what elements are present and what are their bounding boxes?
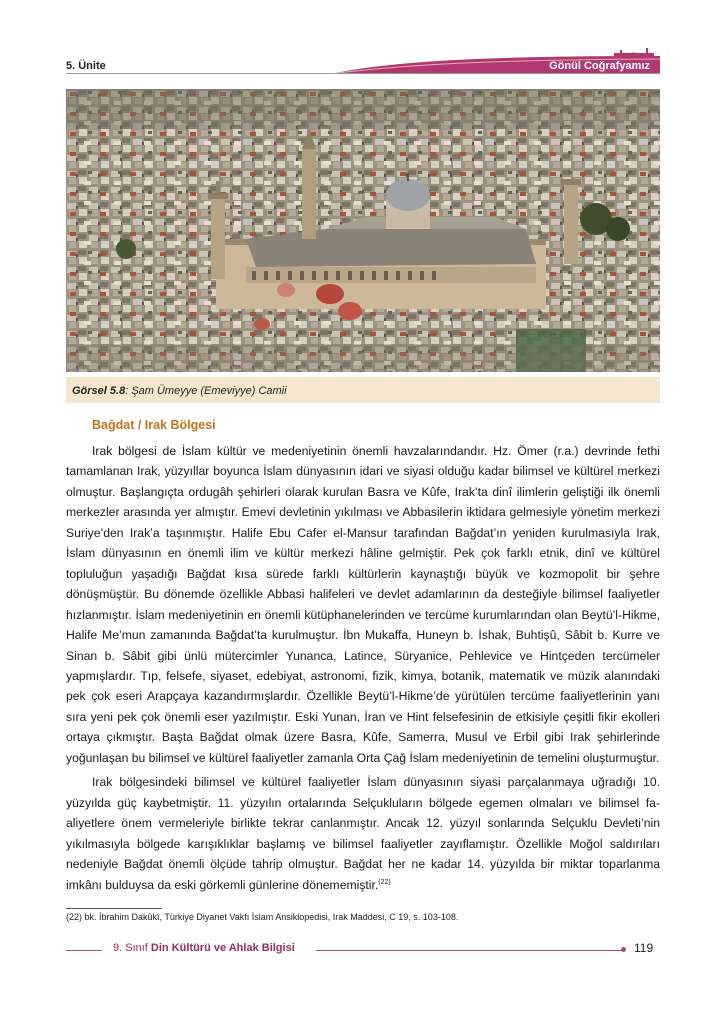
footer-grade: 9. Sınıf bbox=[113, 942, 151, 954]
footer-course-name: Din Kültürü ve Ahlak Bilgisi bbox=[150, 942, 295, 954]
figure-caption bbox=[72, 385, 287, 397]
page-number: 119 bbox=[634, 941, 654, 955]
caption-text: : Şam Ümeyye (Emeviyye) Camii bbox=[125, 385, 287, 397]
caption-label: Görsel 5.8 bbox=[72, 385, 126, 397]
footnote-divider bbox=[66, 908, 162, 909]
paragraph-2 bbox=[66, 772, 660, 895]
footer-rule-left bbox=[66, 950, 102, 951]
section-heading: Bağdat / Irak Bölgesi bbox=[92, 418, 216, 432]
header-divider bbox=[66, 73, 660, 74]
mosque-photo bbox=[66, 89, 660, 372]
footer-dot bbox=[621, 947, 626, 952]
paragraph-2-text: Irak bölgesindeki bilimsel ve kültürel faaliyetler İslam dünyasının siyasi parçalanmaya uğradığı 10. yüzyılda güç kaybetmiştir. 11. yüzyılın ortalarında Selçukluların bölgede egemen olmaları ve bilimsel faaliyetlere önem vermeleriyle birlikte tekrar canlanmıştır. Ancak 12. yüzyıl sonlarında Selçuklu Devleti’nin yıkılmasıyla bölgede karışıklıklar başlamış ve bilimsel faaliyetler zayıflamıştır. Özellikle Moğol saldırıları nedeniyle Bağdat önemli ölçüde tahrip olmuştur. Bağdat her ne kadar 14. yüzyılda bir miktar toparlanma imkânı bulduysa da eski görkemli günlerine dönememiştir. bbox=[66, 775, 660, 892]
footnote-reference: (22) bbox=[378, 878, 391, 886]
unit-label: 5. Ünite bbox=[66, 60, 106, 72]
body-text bbox=[66, 441, 660, 899]
footnote: (22) bk. İbrahim Dakûkî, Türkiye Diyanet Vakfı İslam Ansiklopedisi, Irak Maddesi, C 19, s. 103-108. bbox=[66, 912, 459, 922]
paragraph-1: Irak bölgesi de İslam kültür ve medeniyetinin önemli havzalarındandır. Hz. Ömer (r.a.) devrinde fethi tamamlanan Irak, yüzyıllar boyunca İslam dünyasının idari ve siyasi olduğu kadar bilimsel ve kültürel merkezi olmuştur. Başlangıçta ordugâh şehirleri olarak kurulan Basra ve Kûfe, Irak’ta dinî ilimlerin geliştiği ilk önemli merkezler arasında yer almıştır. Emevi devletinin yıkılması ve Abbasilerin iktidara gelmesiyle yönetim merkezi Suriye’den Irak’a taşınmıştır. Halife Ebu Cafer el-Mansur tarafından Bağdat’ın yeniden kurulmasıyla Irak, İslam dünyasının en önemli ilim ve kültür merkezi hâline gelmiştir. Pek çok farklı etnik, dinî ve kültürel topluluğun yaşadığı Bağdat kısa sürede farklı kültürlerin kaynaştığı büyük ve kozmopolit bir şehre dönüşmüştür. Bu dönemde özellikle Abbasi halifeleri ve devlet adamlarının da desteğiyle bilimsel faaliyetler hızlanmıştır. İslam medeniyetinin en önemli kütüphanelerinden ve tercüme kurumlarından olan Beytü’l-Hikme, Halife Me’mun zamanında Bağdat’ta kurulmuştur. İbn Mukaffa, Huneyn b. İshak, Buhtişû, Sâbit b. Kurre ve Sinan b. Sâbit gibi ünlü mütercimler Yunanca, Latince, Süryanice, Pehlevice ve Hintçeden tercümeler yapmışlardır. Tıp, felsefe, siyaset, edebiyat, astronomi, fizik, kimya, botanik, matematik ve müzik alanındaki pek çok eseri Arapçaya kazandırmışlardır. Özellikle Beytü’l-Hikme’de yürütülen tercüme faaliyetlerinin yanı sıra yeni pek çok önemli eser yazılmıştır. Eski Yunan, İran ve Hint felsefesinin de etkisiyle çeşitli fikir ekolleri ortaya çıkmıştır. Başta Bağdat olmak üzere Basra, Kûfe, Samerra, Musul ve Erbil gibi Irak şehirlerinde yoğunlaşan bu bilimsel ve kültürel faaliyetler zamanla Orta Çağ İslam medeniyetinin de temelini oluşturmuştur. bbox=[66, 444, 660, 765]
footer-rule-right bbox=[316, 950, 622, 951]
footer-course bbox=[113, 942, 295, 954]
section-title: Gönül Coğrafyamız bbox=[549, 60, 650, 72]
